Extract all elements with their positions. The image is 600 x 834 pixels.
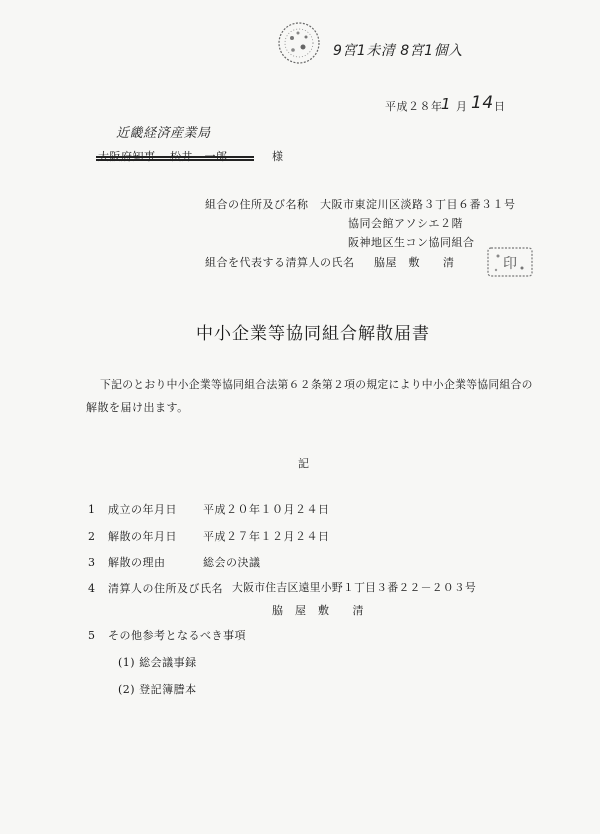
- strikethrough-line: [96, 156, 254, 158]
- strikethrough-line: [96, 159, 254, 161]
- item-label: 解散の理由: [108, 556, 166, 569]
- recipient-corrected-name: 近畿経済産業局: [116, 126, 211, 141]
- item-number: 3: [88, 556, 96, 569]
- item-value: 総会の決議: [203, 556, 261, 569]
- date-day: 14: [471, 93, 494, 113]
- date-month-unit: 月: [456, 100, 468, 113]
- ki-heading: 記: [298, 457, 310, 470]
- date-day-unit: 日: [494, 100, 506, 113]
- recipient-honorific: 様: [272, 150, 284, 163]
- item-number: 5: [88, 629, 96, 642]
- document-title: 中小企業等協同組合解散届書: [196, 324, 430, 344]
- body-line-2: 解散を届け出ます。: [86, 401, 189, 414]
- item-number: 1: [88, 503, 96, 516]
- item-number: 2: [88, 530, 96, 543]
- item-label: 清算人の住所及び氏名: [108, 582, 223, 595]
- handwritten-stamp-note: 9宮1未清 8宮1個入: [333, 43, 463, 59]
- item-value: 大阪市住吉区遠里小野１丁目３番２２－２０３号: [232, 581, 477, 594]
- address-line1: 大阪市東淀川区淡路３丁目６番３１号: [320, 198, 516, 211]
- representative-name: 脇屋 敷 清: [374, 256, 455, 269]
- item-label: 成立の年月日: [108, 503, 177, 516]
- item-value: 平成２０年１０月２４日: [203, 503, 330, 516]
- body-line-1: 下記のとおり中小企業等協同組合法第６２条第２項の規定により中小企業等協同組合の: [100, 378, 533, 391]
- seal-text: 印: [503, 256, 517, 272]
- item-label: 解散の年月日: [108, 530, 177, 543]
- attachment-item: (2) 登記簿謄本: [118, 683, 197, 696]
- seal-stamp-icon: [484, 244, 536, 280]
- item-label: その他参考となるべき事項: [108, 629, 246, 642]
- item-number: 4: [88, 582, 96, 595]
- item-value-name: 脇 屋 敷 清: [272, 604, 364, 617]
- date-month: 1: [441, 95, 452, 113]
- address-line2: 協同会館アソシエ２階: [348, 217, 463, 230]
- item-value: 平成２７年１２月２４日: [203, 530, 330, 543]
- address-label: 組合の住所及び名称: [205, 198, 309, 211]
- attachment-item: (1) 総会議事録: [118, 656, 197, 669]
- association-name: 阪神地区生コン協同組合: [348, 236, 475, 249]
- round-stamp-icon: [276, 20, 322, 66]
- representative-label: 組合を代表する清算人の氏名: [205, 256, 355, 269]
- date-era-year: 平成２８年: [385, 100, 443, 113]
